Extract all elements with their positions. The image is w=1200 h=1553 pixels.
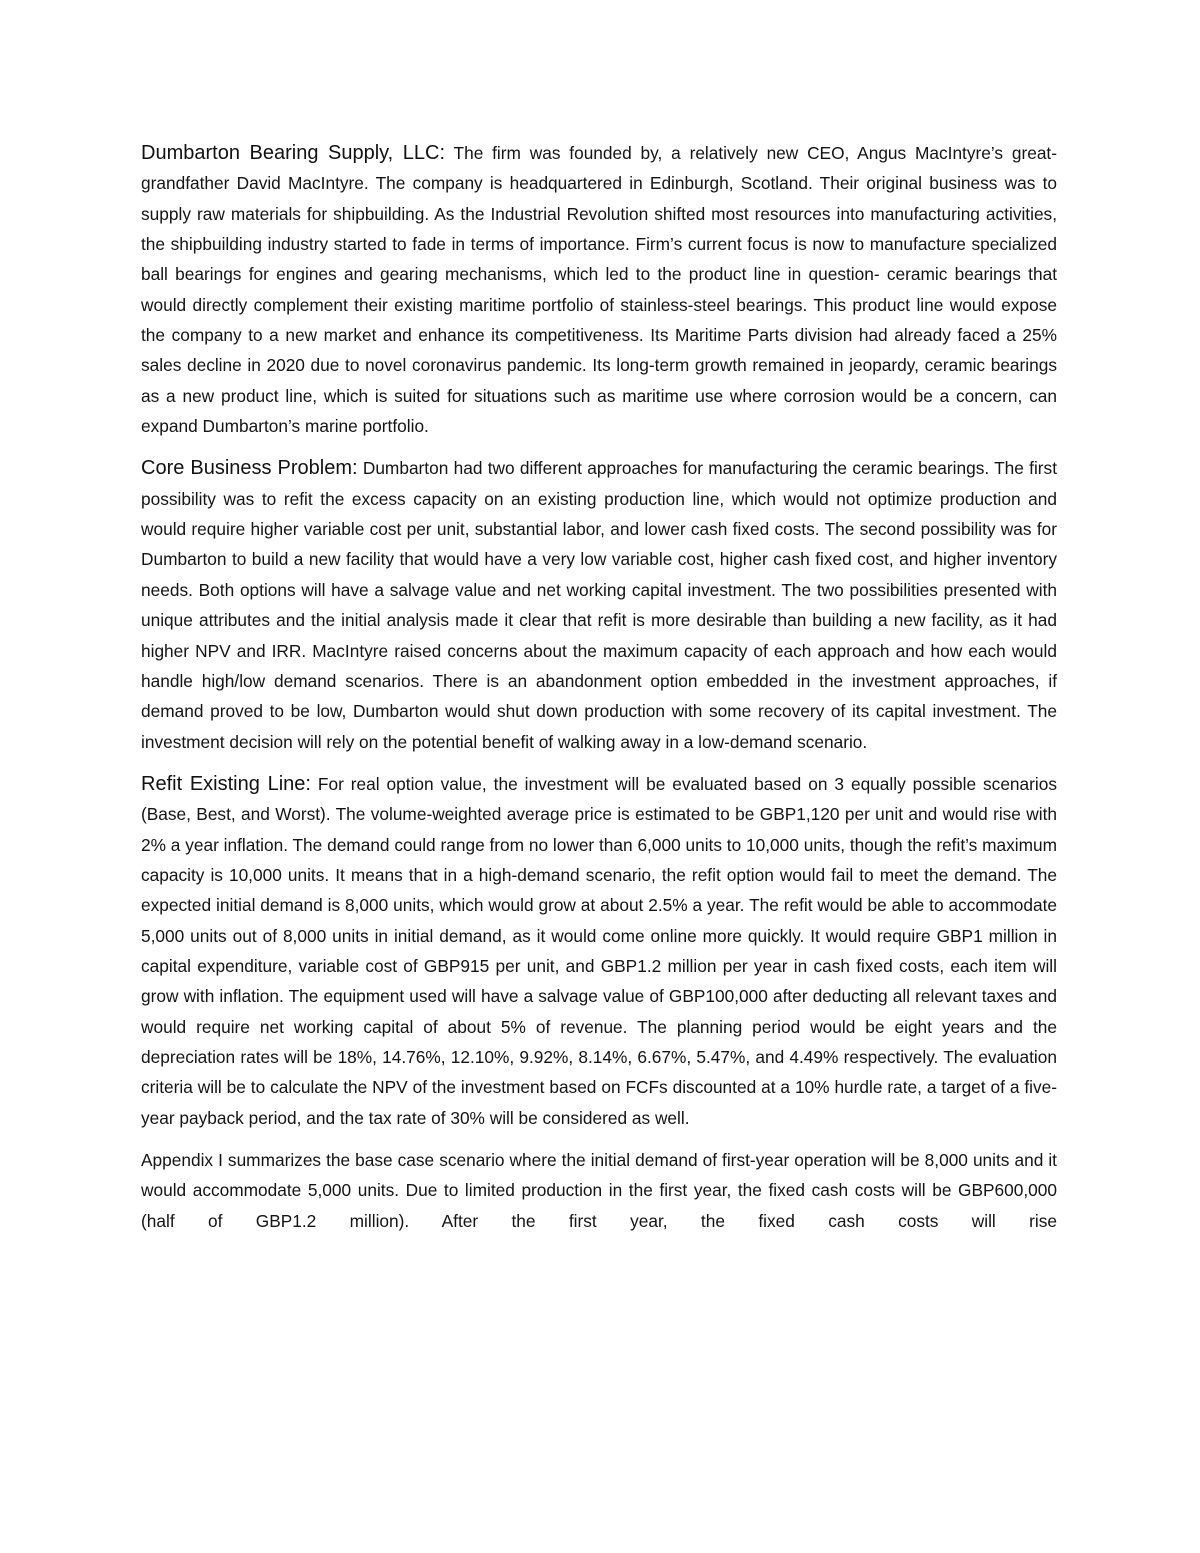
document-page <box>141 138 1057 1248</box>
heading-core-business-problem: Core Business Problem: <box>141 457 358 480</box>
body-company: The firm was founded by, a relatively new CEO, Angus MacIntyre’s great-grandfather David MacIntyre. The company is headquartered in Edinburgh, Scotland. Their original business was to supply raw materials for shipbuilding. As the Industrial Revolution shifted most resources into manufacturing activities, the shipbuilding industry started to fade in terms of importance. Firm’s current focus is now to manufacture specialized ball bearings for engines and gearing mechanisms, which led to the product line in question- ceramic bearings that would directly complement their existing maritime portfolio of stainless-steel bearings. This product line would expose the company to a new market and enhance its competitiveness. Its Maritime Parts division had already faced a 25% sales decline in 2020 due to novel coronavirus pandemic. Its long-term growth remained in jeopardy, ceramic bearings as a new product line, which is suited for situations such as maritime use where corrosion would be a concern, can expand Dumbarton’s marine portfolio. <box>141 143 1057 437</box>
paragraph-company-overview <box>141 138 1057 441</box>
body-refit-existing-line: For real option value, the investment will be evaluated based on 3 equally possible scenarios (Base, Best, and Worst). The volume-weighted average price is estimated to be GBP1,120 per unit and would rise with 2% a year inflation. The demand could range from no lower than 6,000 units to 10,000 units, though the refit’s maximum capacity is 10,000 units. It means that in a high-demand scenario, the refit option would fail to meet the demand. The expected initial demand is 8,000 units, which would grow at about 2.5% a year. The refit would be able to accommodate 5,000 units out of 8,000 units in initial demand, as it would come online more quickly. It would require GBP1 million in capital expenditure, variable cost of GBP915 per unit, and GBP1.2 million per year in cash fixed costs, each item will grow with inflation. The equipment used will have a salvage value of GBP100,000 after deducting all relevant taxes and would require net working capital of about 5% of revenue. The planning period would be eight years and the depreciation rates will be 18%, 14.76%, 12.10%, 9.92%, 8.14%, 6.67%, 5.47%, and 4.49% respectively. The evaluation criteria will be to calculate the NPV of the investment based on FCFs discounted at a 10% hurdle rate, a target of a five-year payback period, and the tax rate of 30% will be considered as well. <box>141 773 1057 1128</box>
paragraph-core-business-problem <box>141 453 1057 756</box>
paragraph-appendix-summary: Appendix I summarizes the base case scenario where the initial demand of first-year operation will be 8,000 units and it would accommodate 5,000 units. Due to limited production in the first year, the fixed cash costs will be GBP600,000 (half of GBP1.2 million). After the first year, the fixed cash costs will rise <box>141 1150 1057 1231</box>
paragraph-refit-existing-line <box>141 769 1057 1133</box>
body-core-business-problem: Dumbarton had two different approaches for manufacturing the ceramic bearings. The first possibility was to refit the excess capacity on an existing production line, which would not optimize production and would require higher variable cost per unit, substantial labor, and lower cash fixed costs. The second possibility was for Dumbarton to build a new facility that would have a very low variable cost, higher cash fixed cost, and higher inventory needs. Both options will have a salvage value and net working capital investment. The two possibilities presented with unique attributes and the initial analysis made it clear that refit is more desirable than building a new facility, as it had higher NPV and IRR. MacIntyre raised concerns about the maximum capacity of each approach and how each would handle high/low demand scenarios. There is an abandonment option embedded in the investment approaches, if demand proved to be low, Dumbarton would shut down production with some recovery of its capital investment. The investment decision will rely on the potential benefit of walking away in a low-demand scenario. <box>141 458 1057 752</box>
heading-company: Dumbarton Bearing Supply, LLC: <box>141 142 446 164</box>
heading-refit-existing-line: Refit Existing Line: <box>141 772 311 795</box>
